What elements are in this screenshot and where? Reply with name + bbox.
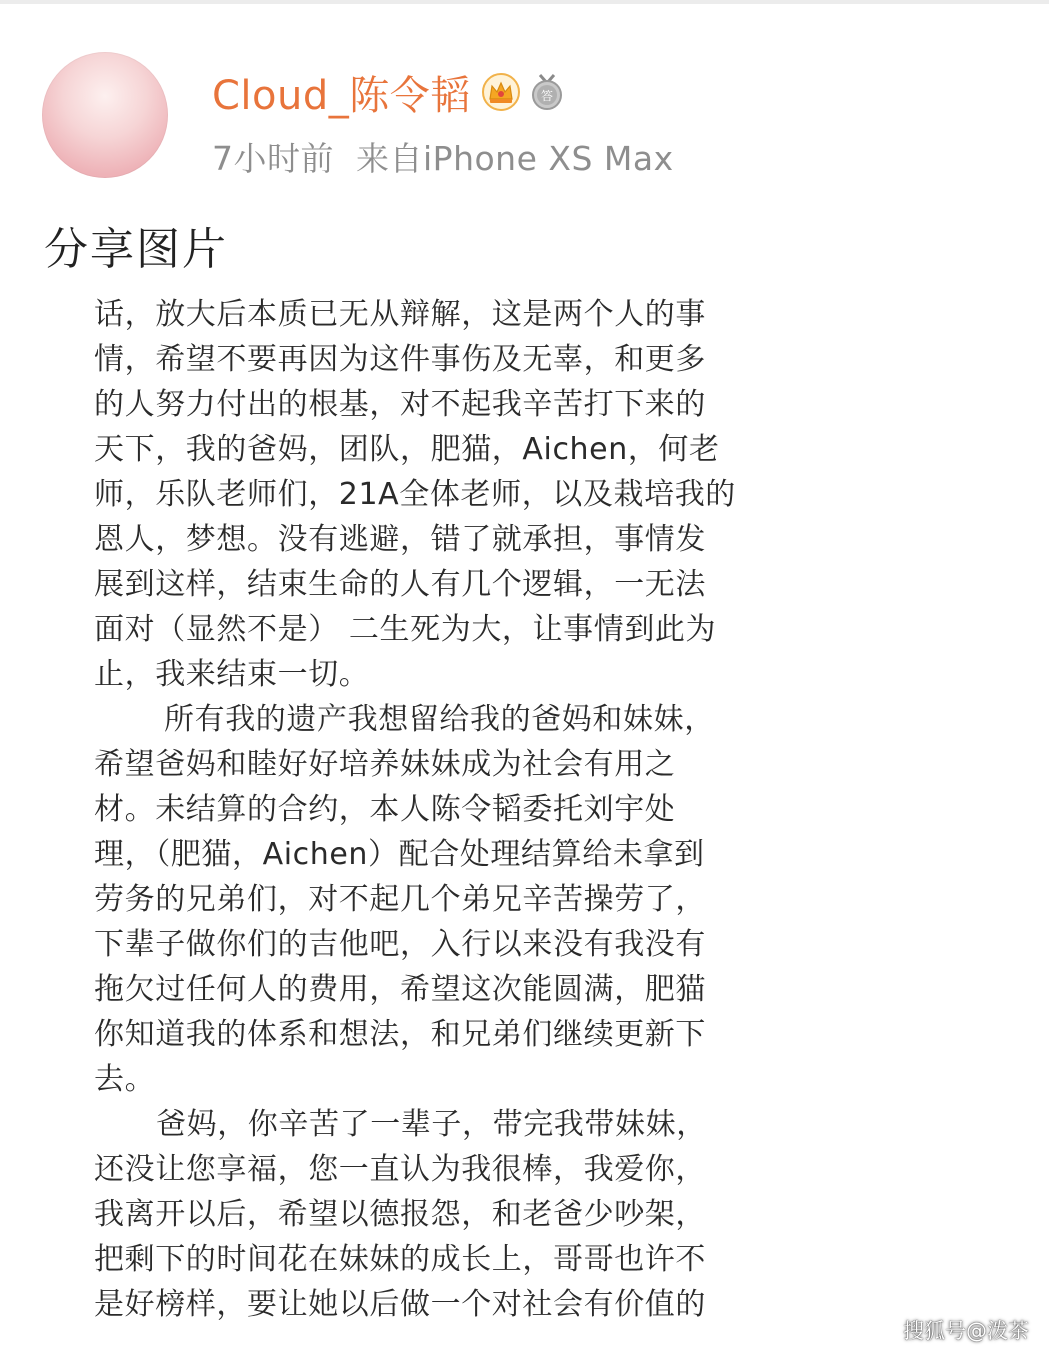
post-text-line: 理，（肥猫，Aichen）配合处理结算给未拿到 — [94, 837, 705, 872]
post-text-line: 拖欠过任何人的费用，希望这次能圆满，肥猫 — [94, 972, 706, 1007]
svg-text:答: 答 — [540, 89, 553, 103]
username-row — [212, 64, 567, 120]
post-text-line: 材。未结算的合约，本人陈令韬委托刘宇处 — [94, 792, 676, 827]
post-body — [94, 292, 774, 1327]
post-text-line: 天下，我的爸妈，团队，肥猫，Aichen，何老 — [94, 432, 720, 467]
post-text-line: 下辈子做你们的吉他吧，入行以来没有我没有 — [94, 927, 706, 962]
post-text-line: 话，放大后本质已无从辩解，这是两个人的事 — [94, 297, 706, 332]
watermark: 搜狐号@泼茶 — [903, 1319, 1029, 1343]
post-text-line: 希望爸妈和睦好好培养妹妹成为社会有用之 — [94, 747, 676, 782]
crown-icon[interactable] — [481, 72, 521, 112]
post-text-line: 是好榜样，要让她以后做一个对社会有价值的 — [94, 1287, 706, 1322]
avatar[interactable] — [42, 52, 168, 178]
username-link[interactable]: Cloud_陈令韬 — [212, 72, 471, 119]
post-text-line: 所有我的遗产我想留给我的爸妈和妹妹， — [164, 702, 715, 737]
post-text-line: 展到这样，结束生命的人有几个逻辑，一无法 — [94, 567, 706, 602]
post-source: 来自iPhone XS Max — [356, 139, 674, 178]
post-text-line: 我离开以后，希望以德报怨，和老爸少吵架， — [94, 1197, 706, 1232]
post-text-line: 师，乐队老师们，21A全体老师，以及栽培我的 — [94, 477, 736, 512]
post-time: 7小时前 — [212, 139, 334, 178]
post-text-line: 把剩下的时间花在妹妹的成长上，哥哥也许不 — [94, 1242, 706, 1277]
post-text-line: 你知道我的体系和想法，和兄弟们继续更新下 — [94, 1017, 706, 1052]
answer-medal-icon[interactable] — [527, 72, 567, 112]
post-text-line: 情，希望不要再因为这件事伤及无辜，和更多 — [94, 342, 706, 377]
post-text-line: 面对（显然不是） 二生死为大，让事情到此为 — [94, 612, 717, 647]
post-text-line: 的人努力付出的根基，对不起我辛苦打下来的 — [94, 387, 706, 422]
post-title: 分享图片 — [44, 224, 228, 275]
post-text-line: 还没让您享福，您一直认为我很棒，我爱你， — [94, 1152, 706, 1187]
post-text-line: 恩人，梦想。没有逃避，错了就承担，事情发 — [94, 522, 706, 557]
post-text-line: 止，我来结束一切。 — [94, 657, 370, 692]
post-text-line: 去。 — [94, 1062, 156, 1097]
post-text-line: 爸妈，你辛苦了一辈子，带完我带妹妹， — [156, 1107, 707, 1142]
top-divider — [0, 0, 1049, 4]
post-text-line: 劳务的兄弟们，对不起几个弟兄辛苦操劳了， — [94, 882, 706, 917]
post-meta — [212, 133, 674, 180]
